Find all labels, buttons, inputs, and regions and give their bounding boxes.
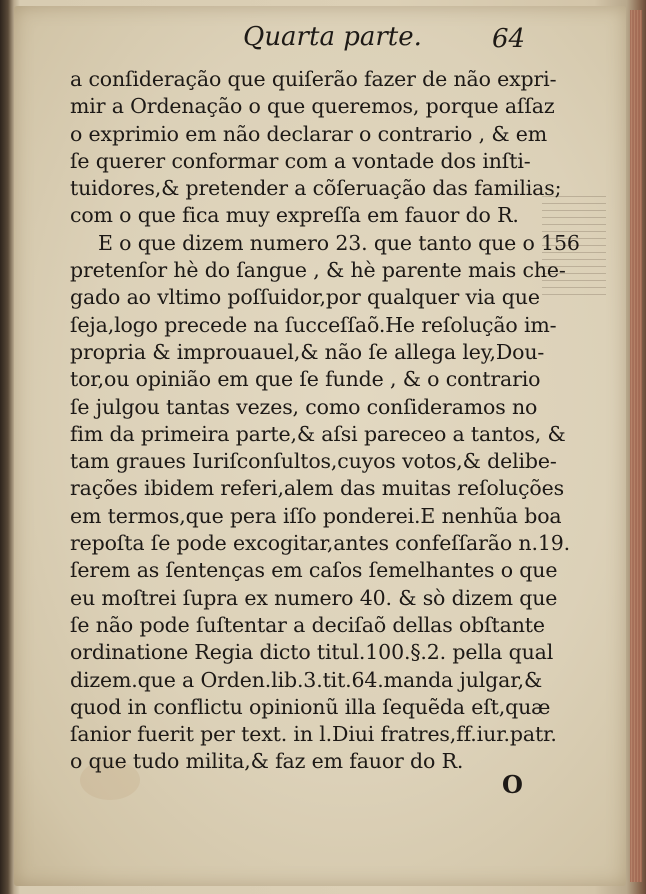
text-line: tuidores,& pretender a cõſeruação das familias; <box>70 176 562 201</box>
text-line: eu moſtrei ſupra ex numero 40. & sò dizem que <box>70 585 558 610</box>
text-line: ſe julgou tantas vezes, como conſideramos no <box>70 394 538 419</box>
text-line: propria & improuauel,& não ſe allega ley,Dou- <box>70 339 545 364</box>
text-line: ordinatione Regia dicto titul.100.§.2. pella qual <box>70 640 554 665</box>
text-line: tam graues Iuriſconſultos,cuyos votos,& delibe- <box>70 449 557 474</box>
page-header <box>0 22 646 62</box>
text-line: ſeja,logo precede na ſucceſſaõ.He reſolução im- <box>70 312 557 337</box>
text-line: quod in conflictu opinionũ illa ſequẽda eſt,quæ <box>70 694 551 719</box>
text-line: ſe querer conformar com a vontade dos inſti- <box>70 148 531 173</box>
text-line: pretenſor hè do ſangue , & hè parente mais che- <box>70 258 566 283</box>
text-block <box>70 66 580 776</box>
text-line: repoſta ſe pode excogitar,antes confeſſarão n.19. <box>70 531 570 556</box>
text-line: o que tudo milita,& faz em fauor do R. <box>70 749 464 774</box>
text-line: em termos,que pera iſſo ponderei.E nenhũa boa <box>70 503 562 528</box>
text-line: ſe não pode ſuſtentar a deciſaõ dellas obſtante <box>70 612 545 637</box>
running-head: Quarta parte. <box>243 22 422 52</box>
page-fore-edge <box>630 10 642 882</box>
page-number: 64 <box>492 24 526 54</box>
text-line: com o que fica muy expreſſa em fauor do R. <box>70 203 519 228</box>
text-line: rações ibidem referi,alem das muitas reſoluções <box>70 476 564 501</box>
paragraph-start-line: E o que dizem numero 23. que tanto que o 156 <box>98 230 580 255</box>
catchword: O <box>502 770 523 799</box>
text-line: a conſideração que quiſerão fazer de não expri- <box>70 67 557 91</box>
text-line: ſerem as ſentenças em caſos ſemelhantes o que <box>70 558 558 583</box>
text-line: fim da primeira parte,& aſsi pareceo a tantos, & <box>70 421 566 446</box>
text-line: ſanior fuerit per text. in l.Diui fratres,ff.iur.patr. <box>70 722 557 747</box>
text-line: o exprimio em não declarar o contrario , & em <box>70 121 548 146</box>
text-line: mir a Ordenação o que queremos, porque aſſaz <box>70 94 555 119</box>
text-line: dizem.que a Orden.lib.3.tit.64.manda julgar,& <box>70 667 543 692</box>
text-line: tor,ou opinião em que ſe funde , & o contrario <box>70 367 541 392</box>
text-line: gado ao vltimo poſſuidor,por qualquer via que <box>70 285 540 310</box>
